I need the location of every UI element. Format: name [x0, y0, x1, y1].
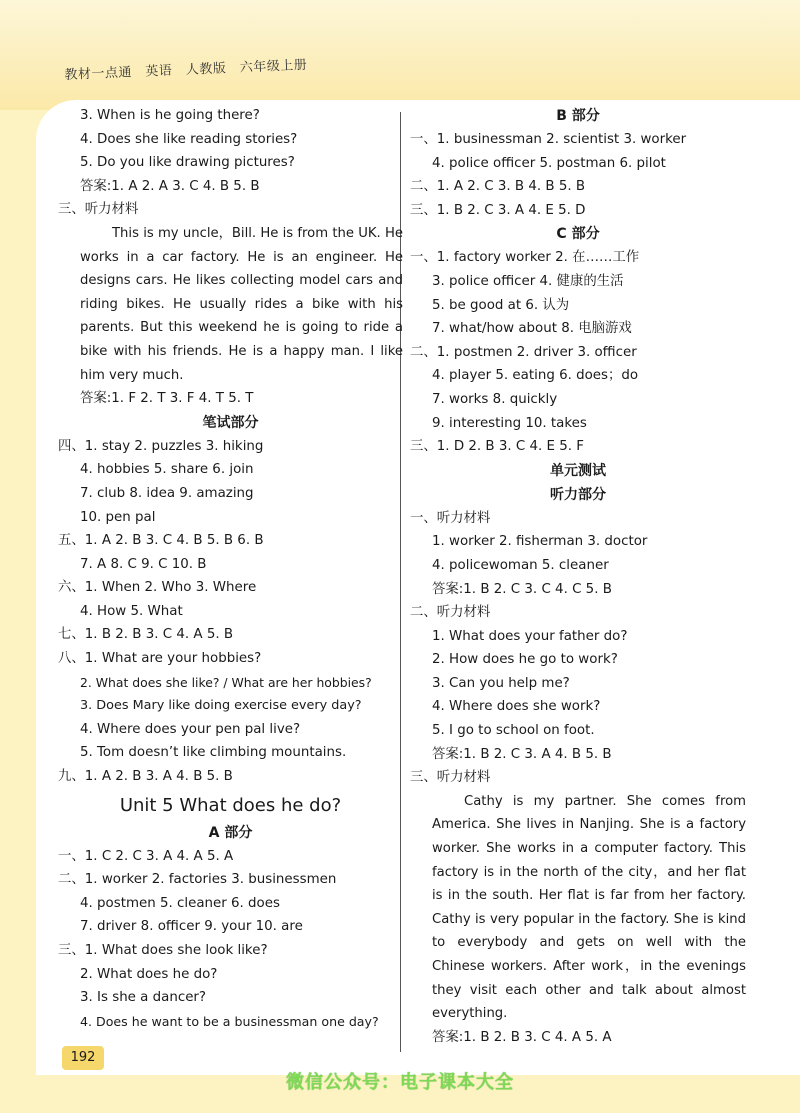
exercise-line: 7. works 8. quickly	[432, 391, 558, 407]
exercise-line: 八、1. What are your hobbies?	[58, 651, 262, 667]
passage-text: Cathy is my partner. She comes from America. She lives in Nanjing. She is a factory worker. She works in a computer factory. This factory is in the north of the city，and her flat is in the south. Her flat is far from her factory. Cathy is very popular in the factory. She is kind to everybody and gets on well with the Chinese workers. After work，in the evenings they visit each other and talk about almost everything.	[432, 793, 746, 1022]
section-heading: C 部分	[556, 226, 600, 243]
exercise-line: 六、1. When 2. Who 3. Where	[58, 580, 257, 596]
question-line: 1. What does your father do?	[432, 628, 628, 644]
answer-line: 答案:1. F 2. T 3. F 4. T 5. T	[80, 391, 254, 407]
question-line: 2. How does he go to work?	[432, 652, 618, 668]
question-line: 5. Do you like drawing pictures?	[80, 155, 295, 171]
exercise-line: 一、1. C 2. C 3. A 4. A 5. A	[58, 848, 234, 864]
exercise-line: 2. What does he do?	[80, 966, 218, 982]
question-line: 3. When is he going there?	[80, 108, 260, 123]
exercise-line: 二、1. worker 2. factories 3. businessmen	[58, 872, 337, 888]
section-heading: 单元测试	[550, 462, 606, 479]
answer-line: 答案:1. B 2. C 3. C 4. C 5. B	[432, 581, 612, 597]
exercise-line: 5. be good at 6. 认为	[432, 297, 570, 313]
exercise-line: 4. Does he want to be a businessman one day?	[80, 1013, 379, 1029]
passage-text: This is my uncle，Bill. He is from the UK. He works in a car factory. He is an engineer. He designs cars. He likes collecting model cars and riding bikes. He usually rides a bike with his parents. But this weekend he is going to ride a bike with his friends. He is a happy man. I like him very much.	[80, 225, 403, 383]
exercise-line: 四、1. stay 2. puzzles 3. hiking	[58, 438, 264, 454]
exercise-line: 3. police officer 4. 健康的生活	[432, 273, 624, 289]
section-heading: B 部分	[556, 108, 600, 124]
exercise-line: 4. How 5. What	[80, 603, 183, 619]
exercise-line: 7. club 8. idea 9. amazing	[80, 485, 254, 501]
left-column	[58, 104, 403, 1033]
section-heading: A 部分	[208, 824, 253, 841]
exercise-line: 4. hobbies 5. share 6. join	[80, 462, 254, 478]
running-header: 教材一点通 英语 人教版 六年级上册	[64, 57, 308, 83]
section-heading: 笔试部分	[202, 414, 259, 431]
listening-passage	[410, 790, 746, 1026]
question-line: 4. Does she like reading stories?	[80, 131, 298, 147]
section-label: 三、听力材料	[58, 202, 139, 218]
exercise-line: 二、1. A 2. C 3. B 4. B 5. B	[410, 179, 586, 195]
exercise-line: 一、1. factory worker 2. 在……工作	[410, 250, 640, 266]
exercise-line: 3. Does Mary like doing exercise every day?	[80, 698, 362, 714]
question-line: 4. Where does she work?	[432, 699, 601, 715]
exercise-line: 3. Is she a dancer?	[80, 990, 207, 1006]
exercise-line: 5. Tom doesn’t like climbing mountains.	[80, 745, 347, 761]
section-label: 二、听力材料	[410, 605, 491, 621]
question-line: 3. Can you help me?	[432, 675, 570, 691]
section-label: 三、听力材料	[410, 770, 491, 786]
exercise-line: 三、1. B 2. C 3. A 4. E 5. D	[410, 202, 586, 218]
exercise-line: 4. Where does your pen pal live?	[80, 721, 301, 737]
exercise-line: 4. player 5. eating 6. does；do	[432, 368, 639, 384]
exercise-line: 4. postmen 5. cleaner 6. does	[80, 895, 280, 911]
exercise-line: 二、1. postmen 2. driver 3. officer	[410, 344, 637, 360]
question-line: 4. policewoman 5. cleaner	[432, 557, 609, 573]
exercise-line: 2. What does she like? / What are her hobbies?	[80, 674, 372, 690]
exercise-line: 9. interesting 10. takes	[432, 415, 587, 431]
page-number: 192	[62, 1046, 104, 1070]
exercise-line: 九、1. A 2. B 3. A 4. B 5. B	[58, 769, 233, 785]
exercise-line: 一、1. businessman 2. scientist 3. worker	[410, 132, 687, 147]
exercise-line: 4. police officer 5. postman 6. pilot	[432, 155, 666, 171]
section-heading: 听力部分	[550, 486, 606, 503]
unit-title: Unit 5 What does he do?	[119, 794, 342, 816]
exercise-line: 7. what/how about 8. 电脑游戏	[432, 321, 632, 337]
watermark: 微信公众号：电子课本大全	[286, 1072, 514, 1093]
exercise-line: 10. pen pal	[80, 509, 156, 525]
answer-line: 答案:1. A 2. A 3. C 4. B 5. B	[80, 178, 260, 194]
answer-line: 答案:1. B 2. C 3. A 4. B 5. B	[432, 746, 612, 762]
exercise-line: 7. A 8. C 9. C 10. B	[80, 556, 207, 572]
exercise-line: 五、1. A 2. B 3. C 4. B 5. B 6. B	[58, 533, 264, 549]
exercise-line: 三、1. D 2. B 3. C 4. E 5. F	[410, 439, 584, 455]
header-band	[0, 0, 800, 110]
exercise-line: 三、1. What does she look like?	[58, 943, 268, 958]
listening-passage	[58, 222, 403, 387]
exercise-line: 七、1. B 2. B 3. C 4. A 5. B	[58, 627, 234, 643]
question-line: 5. I go to school on foot.	[432, 723, 595, 739]
exercise-line: 7. driver 8. officer 9. your 10. are	[80, 919, 303, 935]
section-label: 一、听力材料	[410, 510, 491, 526]
answer-line: 答案:1. B 2. B 3. C 4. A 5. A	[432, 1029, 612, 1045]
right-column	[410, 104, 746, 1049]
question-line: 1. worker 2. fisherman 3. doctor	[432, 534, 648, 550]
